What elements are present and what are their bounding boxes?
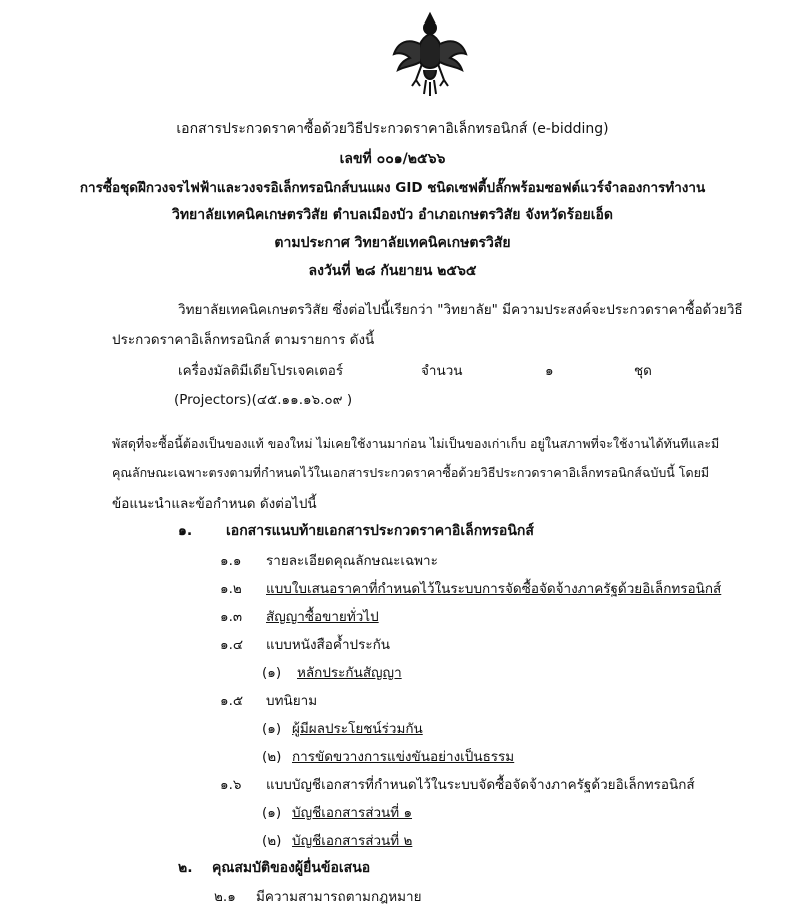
clause-1-4-number: ๑.๔	[220, 637, 244, 653]
clause-1-5-sub-1-number: (๑)	[262, 721, 282, 737]
intro-line-1: วิทยาลัยเทคนิคเกษตรวิสัย ซึ่งต่อไปนี้เรียกว่า "วิทยาลัย" มีความประสงค์จะประกวดราคาซื้อด้วยวิธี	[178, 302, 743, 318]
requirements-line-2: คุณลักษณะเฉพาะตรงตามที่กำหนดไว้ในเอกสารประกวดราคาซื้อด้วยวิธีประกวดราคาอิเล็กทรอนิกส์ฉบับนี้ โดยมี	[112, 465, 710, 480]
clause-1-5-sub-1-link[interactable]: ผู้มีผลประโยชน์ร่วมกัน	[292, 721, 423, 737]
clause-1-5-number: ๑.๕	[220, 693, 244, 709]
clause-1-6-number: ๑.๖	[220, 777, 242, 793]
clause-1-2-link[interactable]: แบบใบเสนอราคาที่กำหนดไว้ในระบบการจัดซื้อจัดจ้างภาครัฐด้วยอิเล็กทรอนิกส์	[266, 581, 722, 597]
item-unit: ชุด	[634, 363, 652, 379]
requirements-line-3: ข้อแนะนำและข้อกำหนด ดังต่อไปนี้	[112, 496, 317, 512]
clause-1-5-sub-2-link[interactable]: การขัดขวางการแข่งขันอย่างเป็นธรรม	[292, 749, 515, 765]
item-qty: ๑	[545, 363, 554, 379]
clause-1-4-text: แบบหนังสือค้ำประกัน	[266, 637, 390, 653]
clause-1-4-sub-1-number: (๑)	[262, 665, 282, 681]
requirements-line-1: พัสดุที่จะซื้อนี้ต้องเป็นของแท้ ของใหม่ ไม่เคยใช้งานมาก่อน ไม่เป็นของเก่าเก็บ อยู่ในสภาพที่จะใช้งานได้ทันทีและมี	[112, 436, 720, 451]
announcement-line: ตามประกาศ วิทยาลัยเทคนิคเกษตรวิสัย	[274, 235, 511, 251]
document-subject: การซื้อชุดฝึกวงจรไฟฟ้าและวงจรอิเล็กทรอนิกส์บนแผง GID ชนิดเซฟตี้ปลั๊กพร้อมซอฟต์แวร์จำลองการทำงาน	[79, 180, 706, 196]
clause-1-1-text: รายละเอียดคุณลักษณะเฉพาะ	[266, 553, 438, 569]
clause-1-6-text: แบบบัญชีเอกสารที่กำหนดไว้ในระบบจัดซื้อจัดจ้างภาครัฐด้วยอิเล็กทรอนิกส์	[266, 777, 695, 793]
institution-line: วิทยาลัยเทคนิคเกษตรวิสัย ตำบลเมืองบัว อำเภอเกษตรวิสัย จังหวัดร้อยเอ็ด	[171, 207, 614, 223]
announcement-date: ลงวันที่ ๒๘ กันยายน ๒๕๖๕	[308, 263, 477, 279]
clause-1-3-link[interactable]: สัญญาซื้อขายทั่วไป	[266, 609, 379, 625]
clause-1-3-number: ๑.๓	[220, 609, 243, 625]
clause-1-6-sub-1-link[interactable]: บัญชีเอกสารส่วนที่ ๑	[292, 805, 413, 821]
item-qty-label: จำนวน	[421, 363, 463, 379]
clause-1-6-sub-1-number: (๑)	[262, 805, 282, 821]
clause-1-5-text: บทนิยาม	[266, 693, 318, 709]
document-number: เลขที่ ๐๐๑/๒๕๖๖	[339, 151, 446, 167]
garuda-emblem-icon	[390, 8, 470, 100]
clause-1-4-sub-1-link[interactable]: หลักประกันสัญญา	[297, 665, 402, 681]
clause-1-6-sub-2-number: (๒)	[262, 833, 282, 849]
clause-1-6-sub-2-link[interactable]: บัญชีเอกสารส่วนที่ ๒	[292, 833, 413, 849]
section-2-number: ๒.	[178, 860, 193, 876]
clause-2-1-number: ๒.๑	[214, 889, 236, 905]
clause-2-1-text: มีความสามารถตามกฎหมาย	[256, 889, 422, 905]
section-1-title: เอกสารแนบท้ายเอกสารประกวดราคาอิเล็กทรอนิกส์	[226, 523, 534, 539]
item-code: (Projectors)(๔๕.๑๑.๑๖.๐๙ )	[174, 392, 353, 408]
document-title: เอกสารประกวดราคาซื้อด้วยวิธีประกวดราคาอิเล็กทรอนิกส์ (e-bidding)	[176, 121, 609, 137]
section-2-title: คุณสมบัติของผู้ยื่นข้อเสนอ	[212, 860, 371, 876]
clause-1-2-number: ๑.๒	[220, 581, 242, 597]
intro-line-2: ประกวดราคาอิเล็กทรอนิกส์ ตามรายการ ดังนี้	[112, 332, 375, 348]
section-1-number: ๑.	[178, 523, 193, 539]
clause-1-1-number: ๑.๑	[220, 553, 242, 569]
item-name: เครื่องมัลติมีเดียโปรเจคเตอร์	[178, 363, 344, 379]
clause-1-5-sub-2-number: (๒)	[262, 749, 282, 765]
